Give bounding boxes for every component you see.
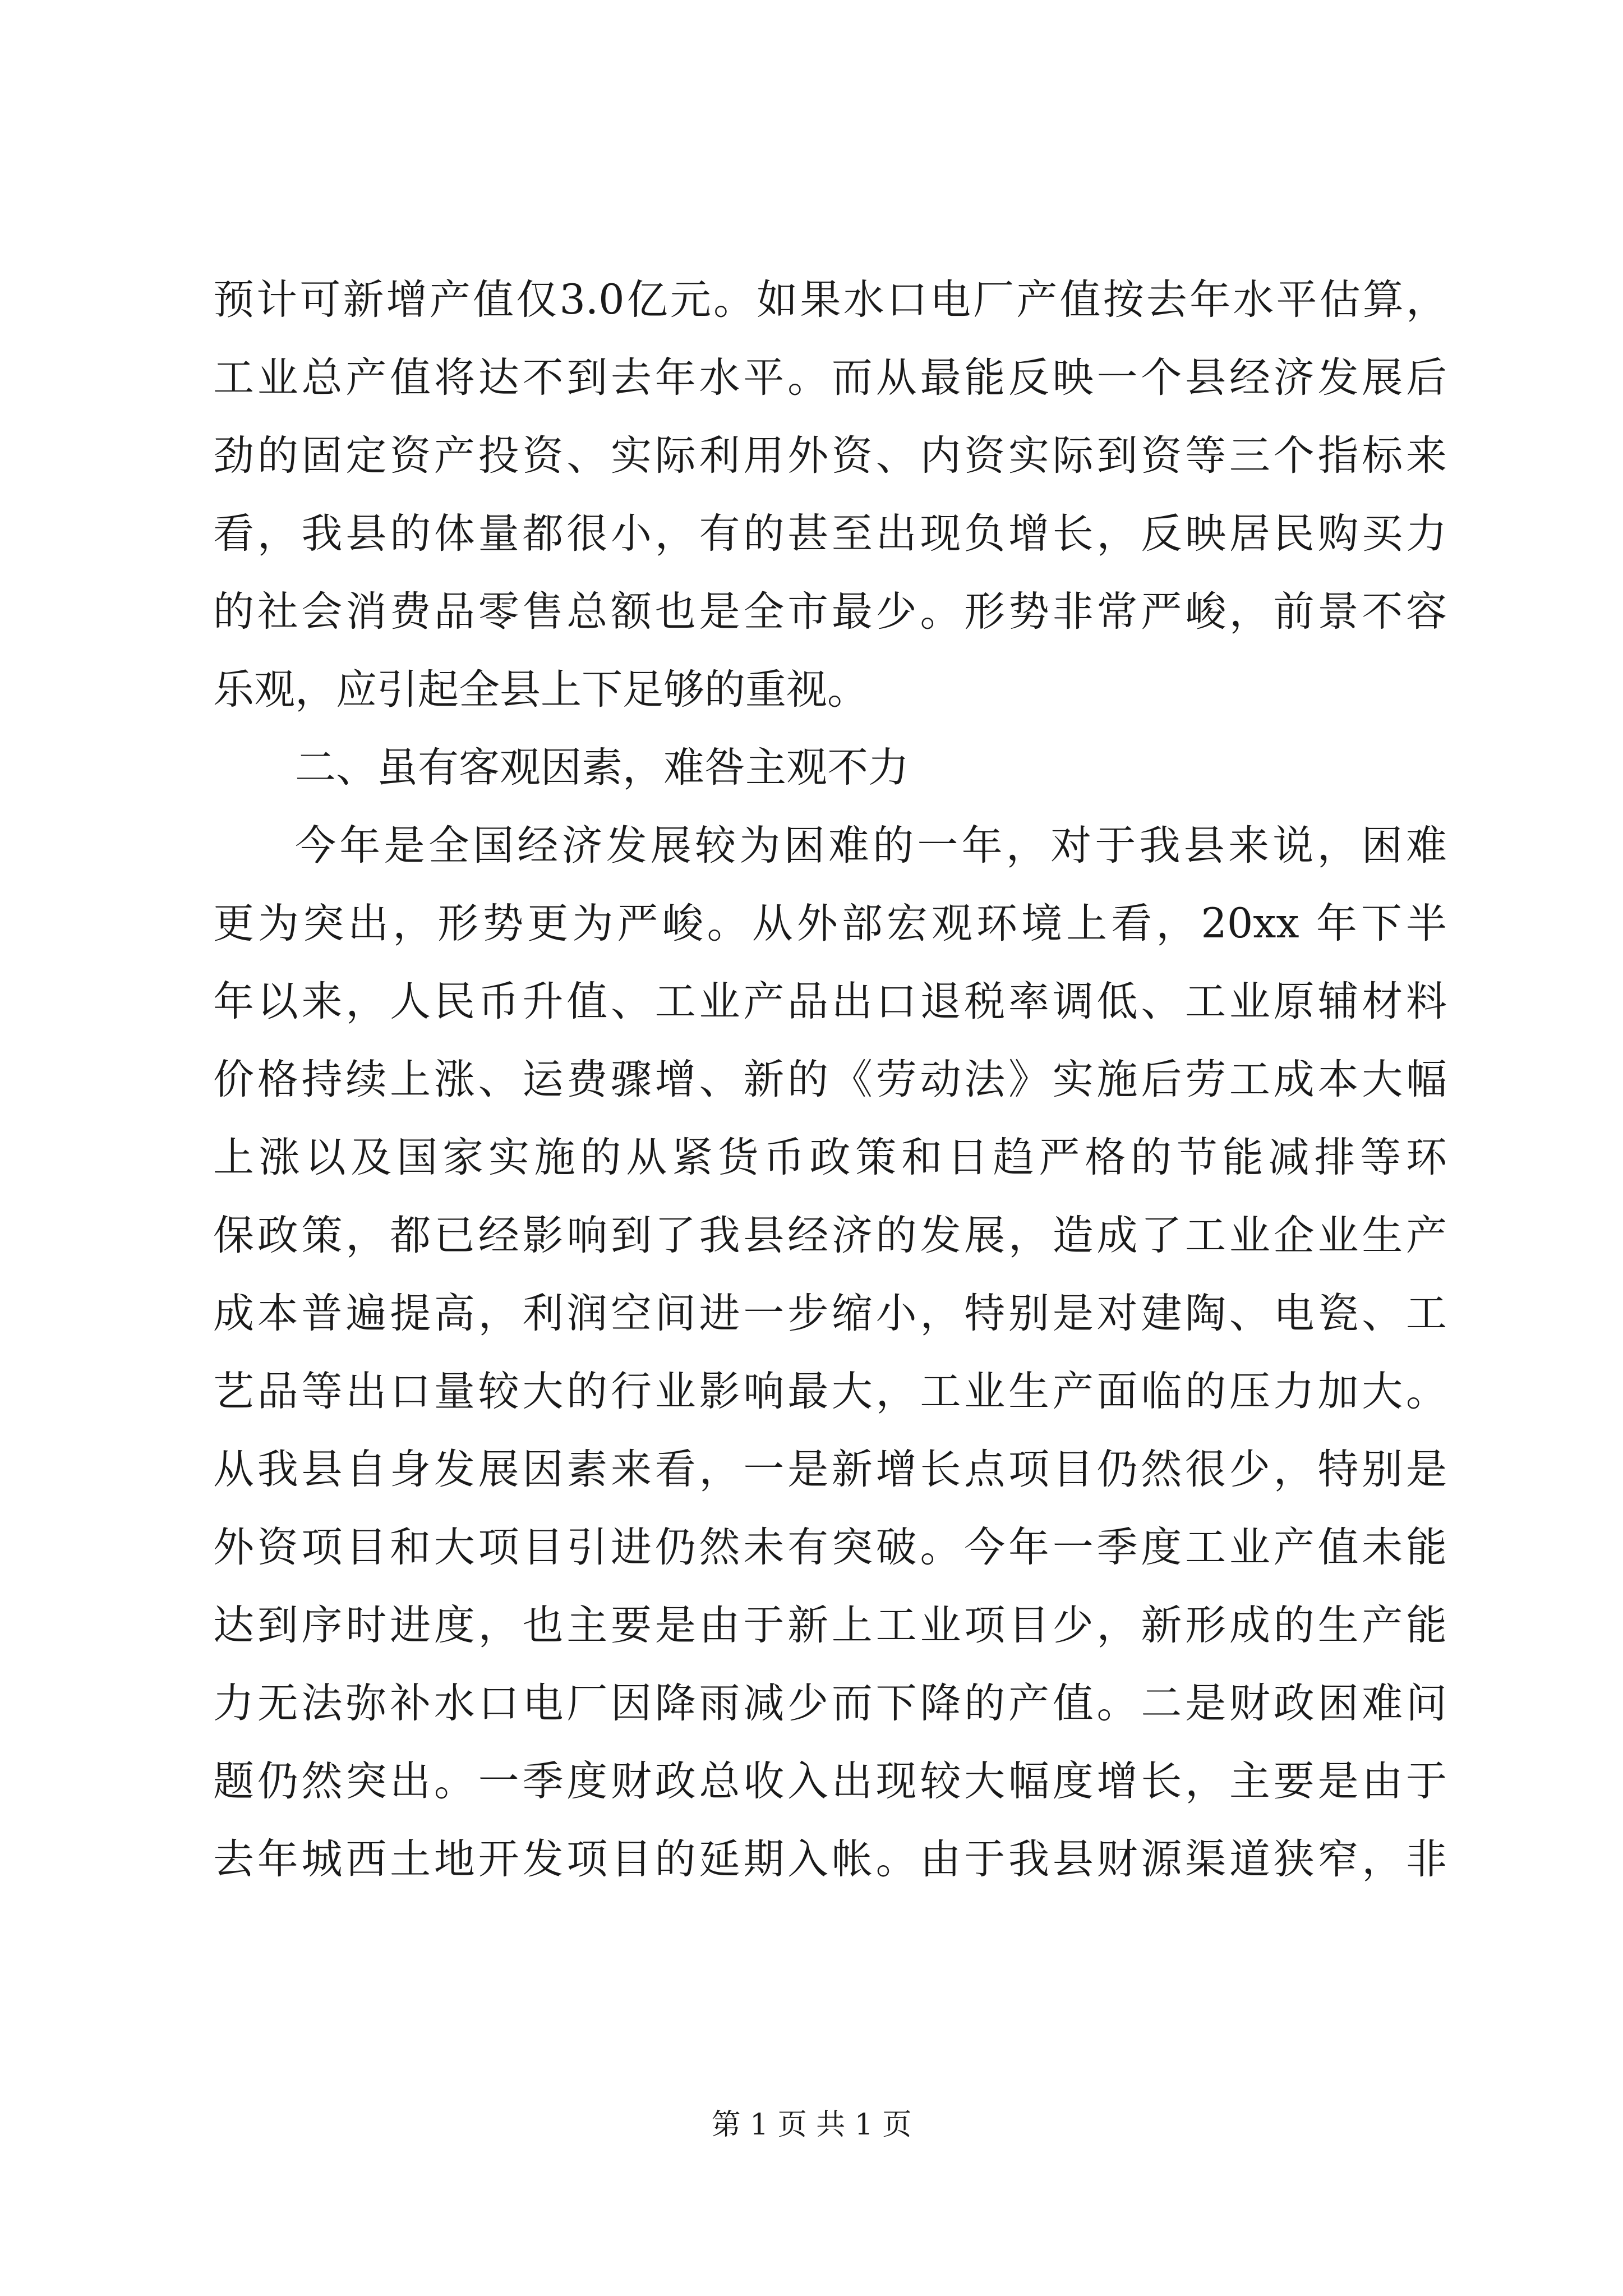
text-line: 保政策，都已经影响到了我县经济的发展，造成了工业企业生产	[213, 1212, 1447, 1259]
text-line: 题仍然突出。一季度财政总收入出现较大幅度增长，主要是由于	[213, 1757, 1447, 1805]
text-line: 预计可新增产值仅3.0亿元。如果水口电厂产值按去年水平估算，	[213, 276, 1447, 324]
paragraph-body	[213, 807, 1447, 1898]
text-line: 的社会消费品零售总额也是全市最少。形势非常严峻，前景不容	[213, 588, 1447, 636]
section-heading	[213, 729, 1447, 807]
text-line: 达到序时进度，也主要是由于新上工业项目少，新形成的生产能	[213, 1602, 1447, 1649]
text-line: 乐观，应引起全县上下足够的重视。	[213, 666, 868, 714]
heading-line: 二、虽有客观因素，难咎主观不力	[295, 744, 909, 792]
text-line: 从我县自身发展因素来看，一是新增长点项目仍然很少，特别是	[213, 1446, 1447, 1493]
text-line: 今年是全国经济发展较为困难的一年，对于我县来说，困难	[295, 822, 1447, 869]
page-number-footer: 第 1 页 共 1 页	[711, 2108, 912, 2142]
text-line: 外资项目和大项目引进仍然未有突破。今年一季度工业产值未能	[213, 1524, 1447, 1571]
text-line: 上涨以及国家实施的从紧货币政策和日趋严格的节能减排等环	[213, 1134, 1447, 1181]
text-line: 成本普遍提高，利润空间进一步缩小，特别是对建陶、电瓷、工	[213, 1290, 1447, 1337]
paragraph-continued	[213, 261, 1447, 729]
text-line: 工业总产值将达不到去年水平。而从最能反映一个县经济发展后	[213, 354, 1447, 402]
text-line: 力无法弥补水口电厂因降雨减少而下降的产值。二是财政困难问	[213, 1680, 1447, 1727]
text-line: 更为突出，形势更为严峻。从外部宏观环境上看，20xx 年下半	[213, 900, 1447, 947]
text-line: 年以来，人民币升值、工业产品出口退税率调低、工业原辅材料	[213, 978, 1447, 1025]
text-line: 去年城西土地开发项目的延期入帐。由于我县财源渠道狭窄，非	[213, 1835, 1447, 1883]
document-body	[213, 261, 1447, 1898]
text-line: 看，我县的体量都很小，有的甚至出现负增长，反映居民购买力	[213, 510, 1447, 558]
text-line: 劲的固定资产投资、实际利用外资、内资实际到资等三个指标来	[213, 432, 1447, 480]
text-line: 艺品等出口量较大的行业影响最大，工业生产面临的压力加大。	[213, 1368, 1447, 1415]
text-line: 价格持续上涨、运费骤增、新的《劳动法》实施后劳工成本大幅	[213, 1056, 1447, 1103]
